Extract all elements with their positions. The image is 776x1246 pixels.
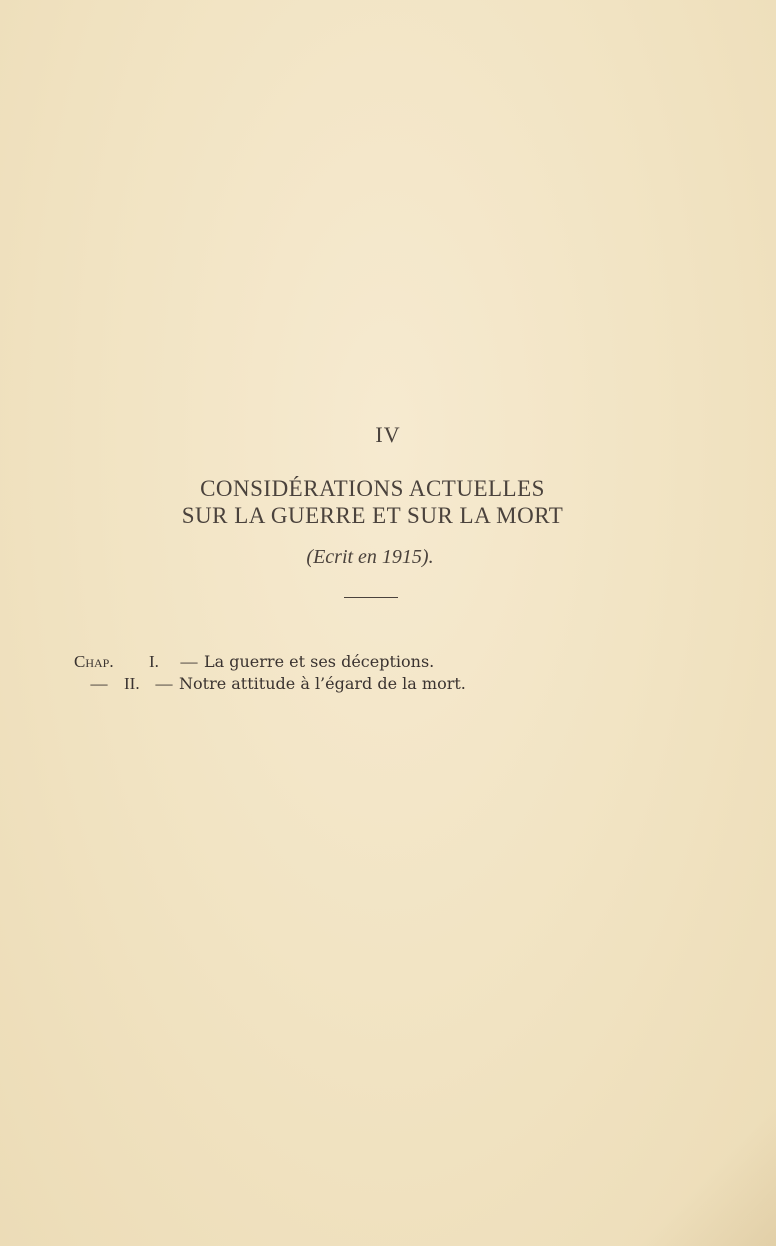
chapter-number: II. <box>124 674 140 693</box>
chapter-prefix: Chap. <box>74 652 114 671</box>
chapter-prefix: — <box>90 674 108 693</box>
table-of-contents <box>74 652 466 696</box>
toc-row <box>74 674 466 696</box>
chapter-title: Notre attitude à l’égard de la mort. <box>179 674 466 693</box>
title-line-2: SUR LA GUERRE ET SUR LA MORT <box>181 503 564 528</box>
chapter-title: La guerre et ses déceptions. <box>204 652 435 671</box>
divider-rule <box>344 597 398 598</box>
part-number: IV <box>375 422 401 447</box>
subtitle: (Ecrit en 1915). <box>306 546 434 568</box>
chapter-separator: — <box>180 652 198 671</box>
title-line-1: CONSIDÉRATIONS ACTUELLES <box>200 476 545 501</box>
chapter-separator: — <box>155 674 173 693</box>
chapter-number: I. <box>149 652 159 671</box>
toc-row <box>74 652 466 674</box>
